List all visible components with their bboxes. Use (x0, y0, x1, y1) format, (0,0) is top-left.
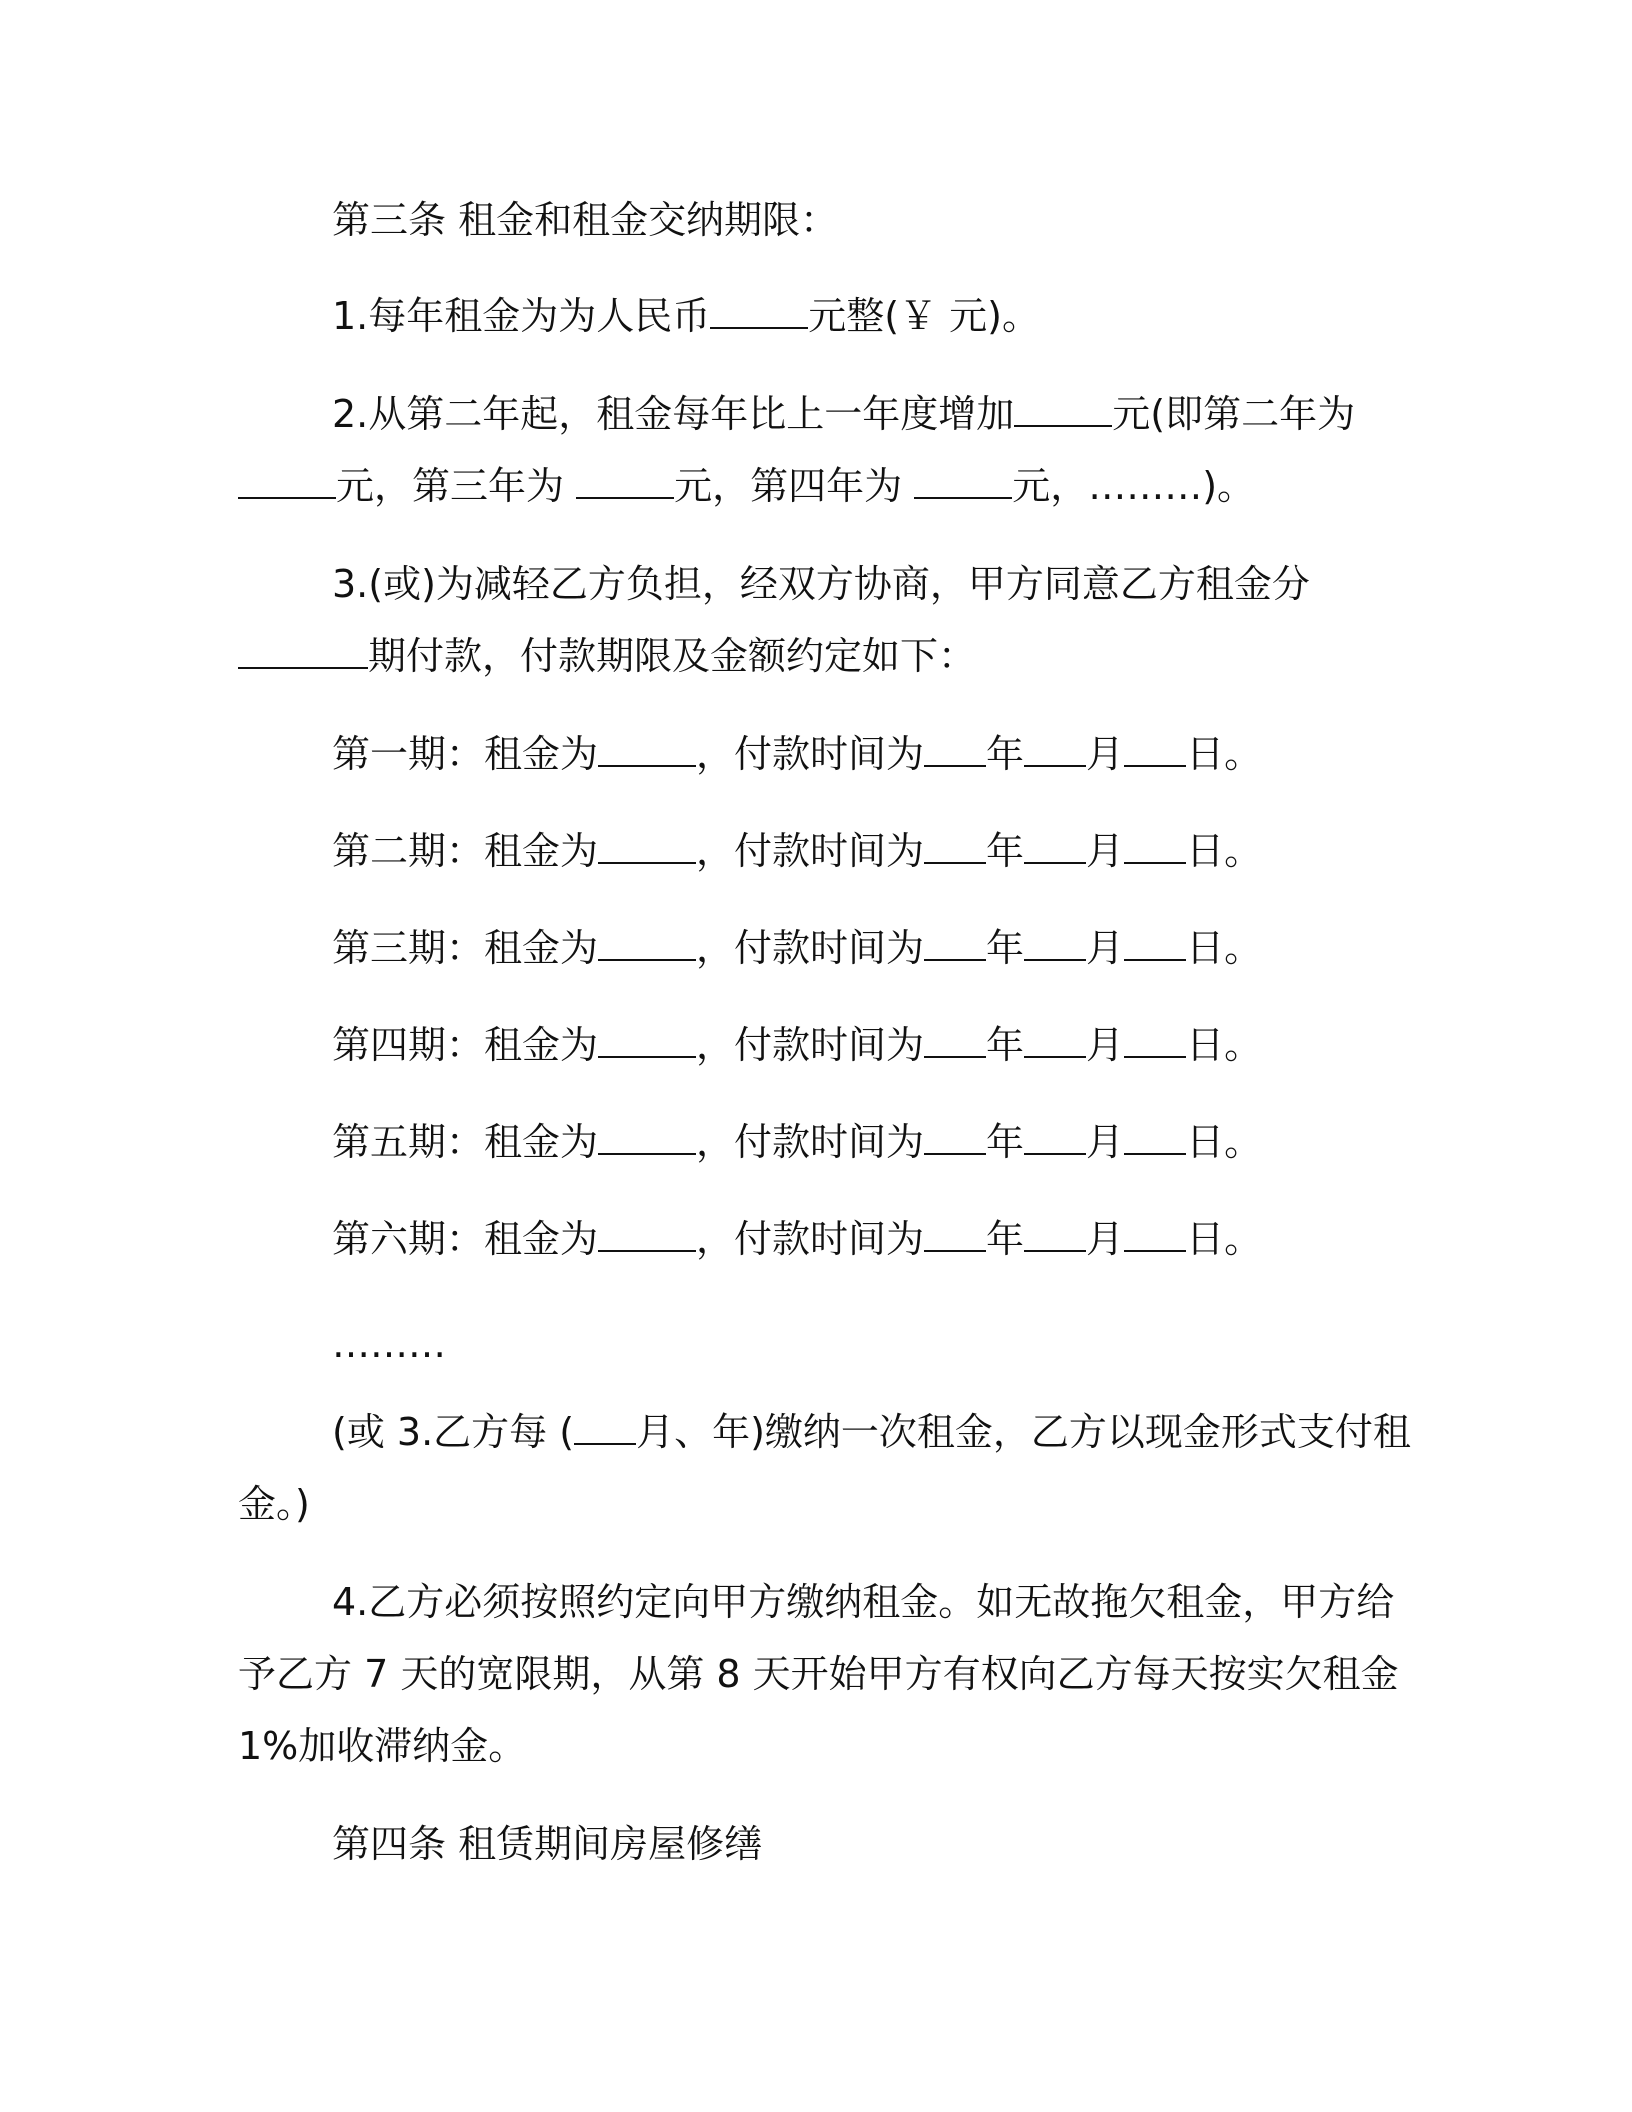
unit-day: 日。 (1186, 829, 1263, 873)
installment-label: 第三期：租金为 (332, 926, 599, 970)
item2-text-a: 2.从第二年起，租金每年比上一年度增加 (332, 392, 1015, 436)
blank-year[interactable] (924, 735, 986, 767)
item2-text-c: 元，第三年为 (336, 464, 565, 508)
blank-period[interactable] (574, 1413, 636, 1445)
blank-year2[interactable] (238, 467, 336, 499)
alt3-line2 (238, 1468, 1388, 1540)
alt3-text-a: (或 3.乙方每 ( (332, 1410, 575, 1454)
unit-year: 年 (986, 1023, 1025, 1067)
installment-mid: ，付款时间为 (696, 1120, 925, 1164)
alt3-text-c: 金。) (238, 1482, 310, 1526)
unit-month: 月 (1086, 1120, 1125, 1164)
item2-text-d: 元，第四年为 (674, 464, 903, 508)
installment-row (332, 1106, 1392, 1178)
blank-month[interactable] (1024, 1123, 1086, 1155)
blank-month[interactable] (1024, 1220, 1086, 1252)
blank-installment-count[interactable] (238, 637, 368, 669)
blank-amount[interactable] (598, 1123, 696, 1155)
item3-line1 (332, 548, 1392, 620)
blank-day[interactable] (1124, 1026, 1186, 1058)
blank-amount[interactable] (598, 832, 696, 864)
installment-row (332, 1203, 1392, 1275)
unit-month: 月 (1086, 926, 1125, 970)
blank-day[interactable] (1124, 929, 1186, 961)
unit-year: 年 (986, 1120, 1025, 1164)
item4-line3 (238, 1710, 1388, 1782)
installment-mid: ，付款时间为 (696, 829, 925, 873)
unit-day: 日。 (1186, 1023, 1263, 1067)
installment-row (332, 1009, 1392, 1081)
unit-day: 日。 (1186, 732, 1263, 776)
blank-amount[interactable] (598, 735, 696, 767)
unit-day: 日。 (1186, 926, 1263, 970)
unit-month: 月 (1086, 1023, 1125, 1067)
blank-day[interactable] (1124, 1123, 1186, 1155)
blank-year4[interactable] (914, 467, 1012, 499)
blank-amount[interactable] (598, 1026, 696, 1058)
article3-title-text: 第三条 租金和租金交纳期限： (332, 198, 839, 242)
installment-label: 第一期：租金为 (332, 732, 599, 776)
item2-line2 (238, 450, 1388, 522)
unit-year: 年 (986, 1217, 1025, 1261)
item2-text-e: 元，………)。 (1012, 464, 1256, 508)
item3-text-b: 期付款，付款期限及金额约定如下： (368, 634, 977, 678)
item4-line2 (238, 1638, 1399, 1710)
blank-day[interactable] (1124, 1220, 1186, 1252)
unit-day: 日。 (1186, 1120, 1263, 1164)
article3-title (332, 184, 1392, 256)
unit-year: 年 (986, 926, 1025, 970)
item4-text-2: 予乙方 7 天的宽限期，从第 8 天开始甲方有权向乙方每天按实欠租金 (238, 1652, 1399, 1696)
blank-year[interactable] (924, 929, 986, 961)
installment-mid: ，付款时间为 (696, 926, 925, 970)
alt3-text-b: 月、年)缴纳一次租金，乙方以现金形式支付租 (636, 1410, 1411, 1454)
installment-row (332, 912, 1392, 984)
alt3-line1 (332, 1396, 1411, 1468)
item3-line2 (238, 620, 1388, 692)
blank-increase[interactable] (1014, 395, 1112, 427)
article4-title (332, 1808, 1392, 1880)
blank-day[interactable] (1124, 735, 1186, 767)
unit-month: 月 (1086, 732, 1125, 776)
blank-month[interactable] (1024, 832, 1086, 864)
item2-line1 (332, 378, 1392, 450)
blank-month[interactable] (1024, 1026, 1086, 1058)
blank-amount[interactable] (598, 929, 696, 961)
blank-month[interactable] (1024, 735, 1086, 767)
blank-amount[interactable] (598, 1220, 696, 1252)
blank-year[interactable] (924, 1123, 986, 1155)
installment-mid: ，付款时间为 (696, 1023, 925, 1067)
unit-month: 月 (1086, 1217, 1125, 1261)
blank-year[interactable] (924, 832, 986, 864)
unit-month: 月 (1086, 829, 1125, 873)
unit-year: 年 (986, 732, 1025, 776)
item1-text-b: 元整(￥ 元)。 (808, 294, 1040, 338)
installment-mid: ，付款时间为 (696, 1217, 925, 1261)
item1-text-a: 1.每年租金为为人民币 (332, 294, 711, 338)
unit-day: 日。 (1186, 1217, 1263, 1261)
blank-month[interactable] (1024, 929, 1086, 961)
installment-label: 第二期：租金为 (332, 829, 599, 873)
item2-text-b: 元(即第二年为 (1112, 392, 1356, 436)
unit-year: 年 (986, 829, 1025, 873)
installment-label: 第四期：租金为 (332, 1023, 599, 1067)
installment-label: 第六期：租金为 (332, 1217, 599, 1261)
item4-line1 (332, 1566, 1395, 1638)
installment-row (332, 815, 1392, 887)
article4-title-text: 第四条 租赁期间房屋修缮 (332, 1822, 763, 1866)
blank-day[interactable] (1124, 832, 1186, 864)
item3-text-a: 3.(或)为减轻乙方负担，经双方协商，甲方同意乙方租金分 (332, 562, 1310, 606)
ellipsis (332, 1308, 1392, 1380)
installment-row (332, 718, 1392, 790)
blank-year3[interactable] (576, 467, 674, 499)
item4-text-3: 1%加收滞纳金。 (238, 1724, 527, 1768)
blank-year[interactable] (924, 1026, 986, 1058)
blank-annual-rent[interactable] (710, 297, 808, 329)
installment-label: 第五期：租金为 (332, 1120, 599, 1164)
item4-text-1: 4.乙方必须按照约定向甲方缴纳租金。如无故拖欠租金，甲方给 (332, 1580, 1395, 1624)
installment-mid: ，付款时间为 (696, 732, 925, 776)
ellipsis-text: ……… (332, 1322, 446, 1366)
item1-line (332, 280, 1392, 352)
blank-year[interactable] (924, 1220, 986, 1252)
